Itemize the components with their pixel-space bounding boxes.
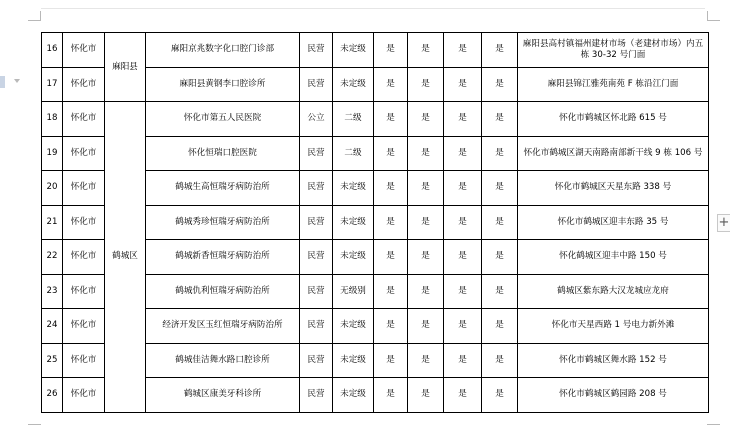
city-cell: 怀化市 [63, 171, 105, 206]
flag-cell: 是 [408, 240, 444, 275]
nature-cell: 公立 [300, 102, 333, 137]
address-cell: 怀化市天星西路 1 号电力新外滩 [518, 309, 709, 344]
flag-cell: 是 [482, 136, 518, 171]
grade-cell: 二级 [333, 102, 374, 137]
nature-cell: 民营 [300, 33, 333, 68]
address-cell: 麻阳县锦江雅苑南苑 F 栋沿江门面 [518, 67, 709, 102]
flag-cell: 是 [374, 102, 408, 137]
flag-cell: 是 [482, 171, 518, 206]
table-row [42, 102, 709, 137]
flag-cell: 是 [482, 378, 518, 413]
district-cell: 鹤城区 [105, 102, 146, 413]
flag-cell: 是 [444, 67, 482, 102]
flag-cell: 是 [374, 67, 408, 102]
row-number: 21 [42, 205, 63, 240]
city-cell: 怀化市 [63, 205, 105, 240]
flag-cell: 是 [374, 171, 408, 206]
flag-cell: 是 [482, 309, 518, 344]
city-cell: 怀化市 [63, 274, 105, 309]
nature-cell: 民营 [300, 240, 333, 275]
institution-name: 怀化恒瑞口腔医院 [146, 136, 300, 171]
address-cell: 怀化市鹤城区舞水路 152 号 [518, 343, 709, 378]
chevron-down-icon[interactable] [14, 79, 20, 83]
flag-cell: 是 [408, 171, 444, 206]
grade-cell: 未定级 [333, 309, 374, 344]
city-cell: 怀化市 [63, 240, 105, 275]
city-cell: 怀化市 [63, 136, 105, 171]
nature-cell: 民营 [300, 343, 333, 378]
grade-cell: 未定级 [333, 67, 374, 102]
flag-cell: 是 [482, 343, 518, 378]
flag-cell: 是 [408, 309, 444, 344]
flag-cell: 是 [408, 67, 444, 102]
nature-cell: 民营 [300, 378, 333, 413]
address-cell: 怀化鹤城区迎丰中路 150 号 [518, 240, 709, 275]
address-cell: 鹤城区紫东路大汉龙城应龙府 [518, 274, 709, 309]
nature-cell: 民营 [300, 309, 333, 344]
row-number: 24 [42, 309, 63, 344]
address-cell: 怀化市鹤城区怀北路 615 号 [518, 102, 709, 137]
flag-cell: 是 [374, 343, 408, 378]
flag-cell: 是 [444, 102, 482, 137]
crop-mark [707, 20, 720, 21]
row-number: 22 [42, 240, 63, 275]
crop-mark [707, 424, 720, 425]
flag-cell: 是 [374, 274, 408, 309]
flag-cell: 是 [408, 378, 444, 413]
table-row [42, 33, 709, 68]
nature-cell: 民营 [300, 67, 333, 102]
flag-cell: 是 [374, 205, 408, 240]
plus-icon: + [718, 215, 730, 230]
flag-cell: 是 [482, 240, 518, 275]
city-cell: 怀化市 [63, 67, 105, 102]
row-number: 16 [42, 33, 63, 68]
row-number: 26 [42, 378, 63, 413]
nature-cell: 民营 [300, 274, 333, 309]
institution-name: 鹤城生高恒瑞牙病防治所 [146, 171, 300, 206]
flag-cell: 是 [374, 136, 408, 171]
flag-cell: 是 [482, 33, 518, 68]
row-number: 19 [42, 136, 63, 171]
city-cell: 怀化市 [63, 33, 105, 68]
flag-cell: 是 [374, 240, 408, 275]
grade-cell: 未定级 [333, 205, 374, 240]
flag-cell: 是 [408, 136, 444, 171]
city-cell: 怀化市 [63, 378, 105, 413]
flag-cell: 是 [374, 33, 408, 68]
row-number: 17 [42, 67, 63, 102]
nature-cell: 民营 [300, 136, 333, 171]
institution-name: 鹤城区康美牙科诊所 [146, 378, 300, 413]
address-cell: 麻阳县高村镇福州建材市场（老建材市场）内五栋 30-32 号门面 [518, 33, 709, 68]
institution-name: 鹤城佳洁舞水路口腔诊所 [146, 343, 300, 378]
institution-table [41, 32, 709, 413]
flag-cell: 是 [374, 378, 408, 413]
institution-name: 经济开发区玉红恒瑞牙病防治所 [146, 309, 300, 344]
row-number: 23 [42, 274, 63, 309]
city-cell: 怀化市 [63, 102, 105, 137]
flag-cell: 是 [408, 274, 444, 309]
flag-cell: 是 [444, 274, 482, 309]
district-cell: 麻阳县 [105, 33, 146, 102]
grade-cell: 未定级 [333, 33, 374, 68]
grade-cell: 未定级 [333, 171, 374, 206]
grade-cell: 无级别 [333, 274, 374, 309]
row-number: 25 [42, 343, 63, 378]
flag-cell: 是 [408, 102, 444, 137]
city-cell: 怀化市 [63, 309, 105, 344]
flag-cell: 是 [444, 378, 482, 413]
address-cell: 怀化市鹤城区鹤园路 208 号 [518, 378, 709, 413]
flag-cell: 是 [408, 343, 444, 378]
institution-name: 怀化市第五人民医院 [146, 102, 300, 137]
crop-mark [40, 11, 41, 21]
address-cell: 怀化市鹤城区湖天南路南部新干线 9 栋 106 号 [518, 136, 709, 171]
nature-cell: 民营 [300, 205, 333, 240]
city-cell: 怀化市 [63, 343, 105, 378]
flag-cell: 是 [444, 171, 482, 206]
row-number: 18 [42, 102, 63, 137]
row-number: 20 [42, 171, 63, 206]
grade-cell: 未定级 [333, 378, 374, 413]
flag-cell: 是 [444, 205, 482, 240]
flag-cell: 是 [444, 240, 482, 275]
flag-cell: 是 [374, 309, 408, 344]
address-cell: 怀化市鹤城区迎丰东路 35 号 [518, 205, 709, 240]
crop-mark [28, 424, 41, 425]
flag-cell: 是 [482, 274, 518, 309]
flag-cell: 是 [444, 343, 482, 378]
flag-cell: 是 [408, 33, 444, 68]
grade-cell: 未定级 [333, 343, 374, 378]
flag-cell: 是 [482, 102, 518, 137]
grade-cell: 未定级 [333, 240, 374, 275]
flag-cell: 是 [444, 136, 482, 171]
flag-cell: 是 [444, 309, 482, 344]
grade-cell: 二级 [333, 136, 374, 171]
crop-mark [707, 11, 708, 21]
institution-name: 麻阳县黄钢李口腔诊所 [146, 67, 300, 102]
institution-name: 麻阳京兆数字化口腔门诊部 [146, 33, 300, 68]
institution-name: 鹤城新香恒瑞牙病防治所 [146, 240, 300, 275]
flag-cell: 是 [482, 205, 518, 240]
page-top-edge [41, 8, 705, 9]
ruler-marker [0, 76, 5, 88]
flag-cell: 是 [444, 33, 482, 68]
flag-cell: 是 [482, 67, 518, 102]
institution-name: 鹤城仇利恒瑞牙病防治所 [146, 274, 300, 309]
address-cell: 怀化市鹤城区天星东路 338 号 [518, 171, 709, 206]
nature-cell: 民营 [300, 171, 333, 206]
institution-name: 鹤城秀珍恒瑞牙病防治所 [146, 205, 300, 240]
add-column-button[interactable] [717, 214, 730, 232]
flag-cell: 是 [408, 205, 444, 240]
